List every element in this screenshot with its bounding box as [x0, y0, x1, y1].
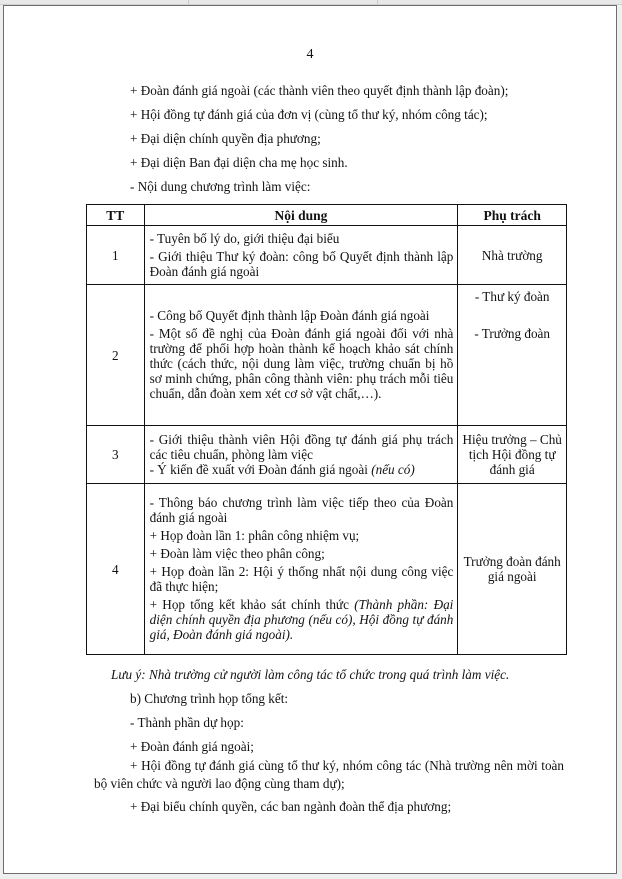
document-page	[3, 5, 617, 874]
content-item	[150, 597, 454, 642]
body-line: + Đoàn đánh giá ngoài;	[130, 739, 254, 754]
content-italic: (nếu có)	[367, 461, 415, 477]
header-owner: Phụ trách	[458, 205, 567, 226]
content-item: - Giới thiệu Thư ký đoàn: công bố Quyết định thành lập Đoàn đánh giá ngoài	[149, 248, 454, 279]
table-row	[87, 484, 567, 655]
strip-divider	[377, 0, 378, 4]
table-row	[87, 285, 567, 426]
content-item: + Đoàn làm việc theo phân công;	[149, 546, 325, 561]
intro-line: + Đại diện Ban đại diện cha mẹ học sinh.	[130, 155, 348, 170]
table-row	[87, 426, 567, 484]
row-owner: Trưởng đoàn đánh giá ngoài	[458, 484, 567, 655]
content-text: + Họp tổng kết khảo sát chính thức	[149, 597, 349, 612]
header-content: Nội dung	[144, 205, 458, 226]
content-item: - Một số đề nghị của Đoàn đánh giá ngoài đối với nhà trường để phối hợp hoàn thành kế hoạch khảo sát chính thức (cách thức, nội dung làm việc, trường chuẩn bị hồ sơ minh chứng, phân công thành viên: phụ trách mỗi tiêu chuẩn, dẫn đoàn xem xét cơ sở vật chất,…).	[149, 326, 454, 401]
body-line: b) Chương trình họp tổng kết:	[130, 691, 289, 706]
content-item: - Giới thiệu thành viên Hội đồng tự đánh giá phụ trách các tiêu chuẩn, phòng làm việc	[149, 431, 454, 462]
content-text: - Ý kiến đề xuất với Đoàn đánh giá ngoài	[149, 461, 368, 477]
row-owner: Nhà trường	[458, 226, 567, 285]
owner-item: - Trưởng đoàn	[474, 326, 551, 341]
row-content	[144, 226, 458, 285]
row-content	[144, 426, 458, 484]
row-number: 1	[87, 226, 145, 285]
intro-line: + Đại diện chính quyền địa phương;	[130, 131, 321, 146]
intro-line: + Hội đồng tự đánh giá của đơn vị (cùng tổ thư ký, nhóm công tác);	[130, 107, 488, 122]
strip-divider	[188, 0, 189, 4]
row-number: 2	[87, 285, 145, 426]
row-owner: Hiệu trưởng – Chủ tịch Hội đồng tự đánh giá	[458, 426, 567, 484]
content-item: - Công bố Quyết định thành lập Đoàn đánh giá ngoài	[149, 308, 430, 323]
note-text: Lưu ý: Nhà trường cử người làm công tác tổ chức trong quá trình làm việc.	[111, 667, 510, 682]
body-line: - Thành phần dự họp:	[130, 715, 244, 730]
table-header-row	[87, 205, 567, 226]
council-paragraph: + Hội đồng tự đánh giá cùng tổ thư ký, nhóm công tác (Nhà trường nên mời toàn bộ viên chức và người lao động cùng tham dự);	[94, 758, 564, 791]
content-item: - Tuyên bố lý do, giới thiệu đại biểu	[149, 230, 340, 246]
program-table	[86, 204, 567, 655]
intro-line: - Nội dung chương trình làm việc:	[130, 179, 311, 194]
content-item: + Họp đoàn lần 2: Hội ý thống nhất nội dung công việc đã thực hiện;	[149, 564, 454, 594]
content-italic: (Thành phần: Đại diện chính quyền địa phương (nếu có), Hội đồng tự đánh giá, Đoàn đánh giá ngoài).	[149, 597, 454, 642]
row-content	[144, 484, 458, 655]
table-row	[87, 226, 567, 285]
header-tt: TT	[87, 205, 145, 226]
body-line: + Đại biểu chính quyền, các ban ngành đoàn thể địa phương;	[130, 799, 452, 814]
row-number: 4	[87, 484, 145, 655]
content-item: - Thông báo chương trình làm việc tiếp theo của Đoàn đánh giá ngoài	[149, 495, 454, 525]
row-number: 3	[87, 426, 145, 484]
row-owner	[458, 285, 567, 426]
intro-line: + Đoàn đánh giá ngoài (các thành viên theo quyết định thành lập đoàn);	[130, 83, 509, 98]
content-item	[150, 462, 454, 477]
content-item: + Họp đoàn lần 1: phân công nhiệm vụ;	[149, 528, 360, 543]
row-content	[144, 285, 458, 426]
owner-item: - Thư ký đoàn	[474, 289, 550, 304]
page-number: 4	[306, 47, 314, 62]
